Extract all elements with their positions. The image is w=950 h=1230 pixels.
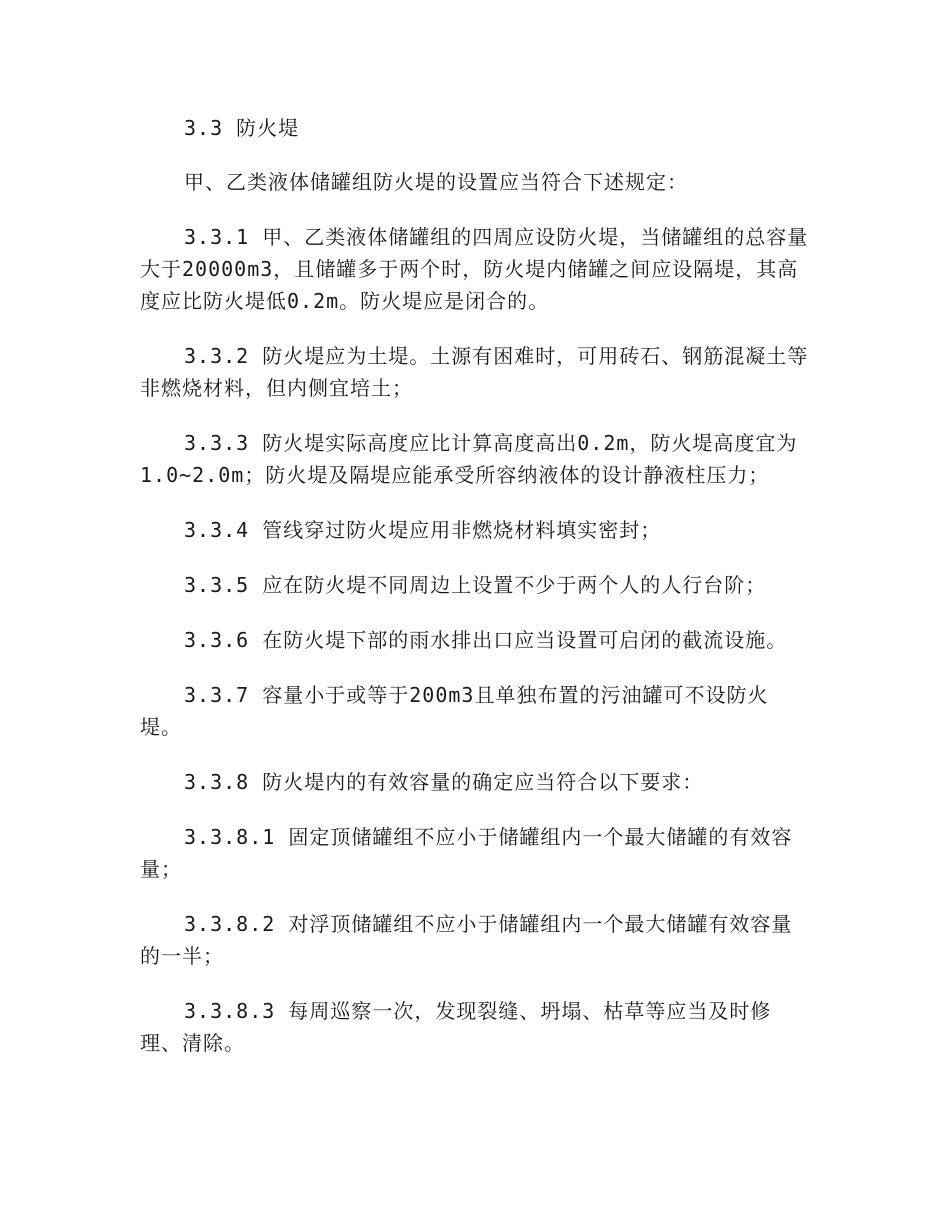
paragraph-3-3-8-1: 3.3.8.1 固定顶储罐组不应小于储罐组内一个最大储罐的有效容量； xyxy=(140,825,793,881)
paragraph-3-3-4: 3.3.4 管线穿过防火堤应用非燃烧材料填实密封； xyxy=(184,518,662,542)
paragraph-3-3-2: 3.3.2 防火堤应为土堤。土源有困难时，可用砖石、钢筋混凝土等非燃烧材料，但内侧宜培土； xyxy=(140,344,809,400)
section-heading: 3.3 防火堤 xyxy=(184,116,300,140)
document-page xyxy=(140,112,810,1082)
paragraph-3-3-8-3: 3.3.8.3 每周巡察一次，发现裂缝、坍塌、枯草等应当及时修理、清除。 xyxy=(140,999,772,1055)
paragraph-3-3-5: 3.3.5 应在防火堤不同周边上设置不少于两个人的人行台阶； xyxy=(184,573,767,597)
paragraph-3-3-6: 3.3.6 在防火堤下部的雨水排出口应当设置可启闭的截流设施。 xyxy=(184,628,788,652)
paragraph-3-3-7: 3.3.7 容量小于或等于200m3且单独布置的污油罐可不设防火堤。 xyxy=(140,683,769,739)
paragraph-3-3-8: 3.3.8 防火堤内的有效容量的确定应当符合以下要求： xyxy=(184,770,704,794)
paragraph-3-3-1: 3.3.1 甲、乙类液体储罐组的四周应设防火堤，当储罐组的总容量大于20000m3，且储罐多于两个时，防火堤内储罐之间应设隔堤，其高度应比防火堤低0.2m。防火堤应是闭合的。 xyxy=(140,225,809,313)
paragraph-3-3-8-2: 3.3.8.2 对浮顶储罐组不应小于储罐组内一个最大储罐有效容量的一半； xyxy=(140,912,793,968)
paragraph-3-3-3: 3.3.3 防火堤实际高度应比计算高度高出0.2m，防火堤高度宜为1.0~2.0m；防火堤及隔堤应能承受所容纳液体的设计静液柱压力； xyxy=(140,431,798,487)
paragraph-intro: 甲、乙类液体储罐组防火堤的设置应当符合下述规定： xyxy=(184,170,688,194)
